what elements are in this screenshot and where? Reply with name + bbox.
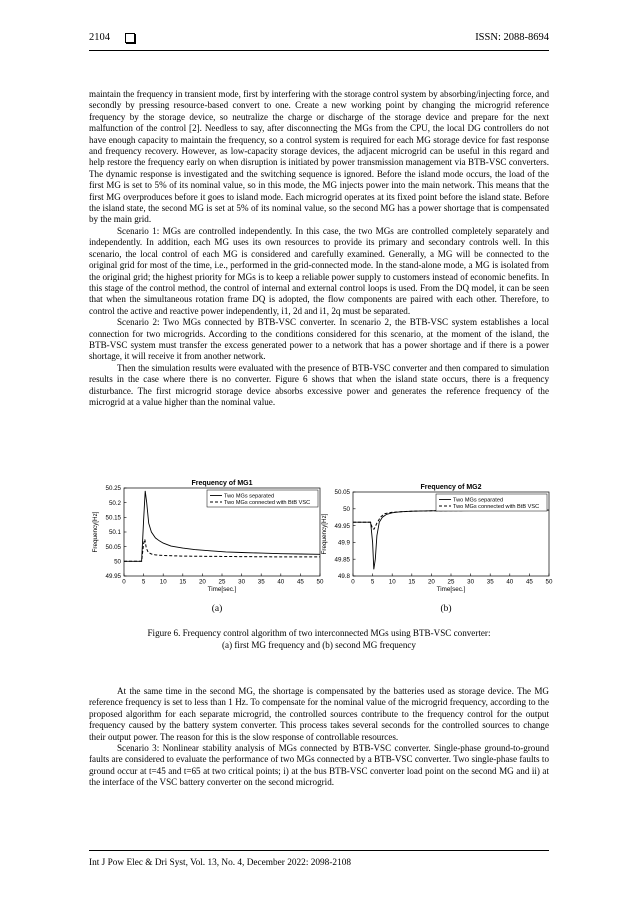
header-rule xyxy=(89,50,549,51)
mg1-y-axis-label: Frequency[Hz] xyxy=(92,511,99,553)
mg2-panel-label: (b) xyxy=(440,604,452,614)
mg1-x-tick-label: 5 xyxy=(141,578,146,586)
paragraph-scenario-1: Scenario 1: MGs are controlled independently. In this case, the two MGs are controlled completely separately and independently. In addition, each MG uses its own resources to provide its primary and secondary controls well. In this scenario, the local control of each MG is considered and carefully examined. Generally, a MG will be connected to the original grid for most of the time, i.e., performed in the grid-connected mode. In the stand-alone mode, a MG is isolated from the original grid; the highest priority for MGs is to keep a reliable power supply to customers instead of economic benefits. In this stage of the control method, the control of internal and external control loops is used. From the DQ model, it can be seen that when the simultaneous rotation frame DQ is adopted, the flow components are paired with each other. Therefore, to control the active and reactive power independently, i1, 2d and i1, 2q must be separated. xyxy=(89,225,549,316)
mg2-legend-label: Two MGs connected with BtB VSC xyxy=(453,504,540,510)
paragraph: maintain the frequency in transient mode, first by interfering with the storage control system by absorbing/injecting force, and secondly by pressing resource-based convert to one. Create a new working point by changing the microgrid reference frequency by the storage device, so neutralize the charge or discharge of the storage device and prepare for the next malfunction of the control [2]. Needless to say, after disconnecting the MGs from the CPU, the local DG controllers do not have enough capacity to maintain the frequency, so a control system is required for each MG storage device for fast response and frequency recovery. However, as low-capacity storage devices, the adjacent microgrid can be useful in this regard and help restore the frequency early on when disruption is initiated by power transmission management via BTB-VSC converters. The dynamic response is investigated and the switching sequence is ignored. Before the island mode occurs, the load of the first MG is set to 5% of its nominal value, so in this mode, the MG injects power into the main network. This means that the first MG overproduces before it goes to island mode. Each microgrid operates at its fixed point before the island state. Before the island state, the second MG is set at 5% of its nominal value, so the second MG has a power shortage that is compensated by the main grid. xyxy=(89,89,549,225)
paragraph: Then the simulation results were evaluated with the presence of BTB-VSC converter and then compared to simulation results in the case where there is no converter. Figure 6 shows that when the island state occurs, there is a frequency disturbance. The first microgrid storage device absorbs excessive power and generates the reference frequency of the microgrid at a value higher than the nominal value. xyxy=(89,362,549,407)
mg1-y-tick-label: 50.1 xyxy=(108,529,121,537)
mg1-x-tick-label: 25 xyxy=(218,578,226,586)
mg2-x-tick-label: 35 xyxy=(486,578,494,586)
mg2-y-tick-label: 49.95 xyxy=(334,522,350,530)
square-icon xyxy=(125,33,135,43)
caption-line-2: (a) first MG frequency and (b) second MG frequency xyxy=(222,639,416,650)
mg1-panel-label: (a) xyxy=(211,604,223,614)
mg2-y-tick-label: 49.9 xyxy=(337,539,350,547)
mg1-legend-label: Two MGs connected with BtB VSC xyxy=(224,500,311,506)
figure-6 xyxy=(89,468,553,618)
mg2-x-tick-label: 45 xyxy=(525,578,533,586)
mg1-x-tick-label: 10 xyxy=(159,578,167,586)
mg1-x-tick-label: 35 xyxy=(257,578,265,586)
mg1-x-tick-label: 15 xyxy=(179,578,187,586)
paragraph-scenario-3: Scenario 3: Nonlinear stability analysis of MGs connected by BTB-VSC converter. Single-phase ground-to-ground faults are considered to evaluate the performance of two MGs connected by a BTB-VSC converter. Two single-phase faults to ground occur at t=45 and t=65 at two critical points; i) at the bus BTB-VSC converter load point on the second MG and ii) at the interface of the VSC battery converter on the second microgrid. xyxy=(89,743,549,788)
mg2-y-tick-label: 49.8 xyxy=(337,573,350,581)
page-footer: Int J Pow Elec & Dri Syst, Vol. 13, No. 4, December 2022: 2098-2108 xyxy=(89,858,352,868)
mg2-y-tick-label: 50 xyxy=(343,506,350,513)
mg2-x-tick-label: 50 xyxy=(545,578,553,586)
figure-6-svg xyxy=(89,468,553,618)
mg1-legend-label: Two MGs separated xyxy=(224,493,275,500)
mg1-x-tick-label: 20 xyxy=(198,578,206,586)
mg1-y-tick-label: 50 xyxy=(114,558,121,566)
mg2-x-tick-label: 40 xyxy=(506,578,514,586)
mg1-y-tick-label: 50.2 xyxy=(108,499,121,507)
figure-caption xyxy=(89,628,549,651)
mg2-x-tick-label: 5 xyxy=(370,578,375,586)
mg2-x-tick-label: 20 xyxy=(427,578,435,586)
footer-rule xyxy=(89,850,549,851)
caption-line-1: Figure 6. Frequency control algorithm of two interconnected MGs using BTB-VSC converter: xyxy=(147,628,491,638)
issn: ISSN: 2088-8694 xyxy=(475,32,549,43)
mg2-legend-label: Two MGs separated xyxy=(453,497,504,504)
mg1-x-tick-label: 50 xyxy=(316,578,324,586)
mg1-chart-title: Frequency of MG1 xyxy=(191,480,253,487)
body-bottom xyxy=(89,686,549,789)
page-number: 2104 xyxy=(89,32,110,43)
body-top xyxy=(89,89,549,408)
mg2-x-tick-label: 30 xyxy=(467,578,475,586)
mg1-x-axis-label: Time[sec.] xyxy=(207,586,237,593)
mg2-x-axis-label: Time[sec.] xyxy=(436,586,466,593)
page-header xyxy=(89,32,549,48)
mg2-x-tick-label: 0 xyxy=(351,578,355,586)
mg2-x-tick-label: 10 xyxy=(388,578,396,586)
mg1-y-tick-label: 50.25 xyxy=(105,485,121,493)
mg1-y-tick-label: 50.15 xyxy=(105,514,121,522)
mg2-x-tick-label: 15 xyxy=(408,578,416,586)
paragraph: At the same time in the second MG, the shortage is compensated by the batteries used as storage device. The MG reference frequency is set to less than 1 Hz. To compensate for the nominal value of the microgrid frequency, according to the proposed algorithm for each separate microgrid, the controlled sources contribute to the frequency control for the output frequency caused by the battery system converter. This process takes several seconds for the controlled sources to change their output power. The reason for this is the slow response of controllable resources. xyxy=(89,686,549,742)
mg2-x-tick-label: 25 xyxy=(447,578,455,586)
mg1-x-tick-label: 40 xyxy=(277,578,285,586)
mg1-y-tick-label: 49.95 xyxy=(105,573,121,581)
mg2-y-tick-label: 50.05 xyxy=(334,489,350,497)
mg2-y-axis-label: Frequency[Hz] xyxy=(321,513,328,555)
mg1-x-tick-label: 30 xyxy=(238,578,246,586)
mg1-x-tick-label: 45 xyxy=(296,578,304,586)
paragraph-scenario-2: Scenario 2: Two MGs connected by BTB-VSC converter. In scenario 2, the BTB-VSC system establishes a local connection for two microgrids. According to the conditions considered for this scenario, at the moment of the island, the BTB-VSC system must transfer the excess generated power to a network that has a power shortage and if there is a power shortage, it will receive it from another network. xyxy=(89,317,549,362)
mg1-y-tick-label: 50.05 xyxy=(105,543,121,551)
mg1-x-tick-label: 0 xyxy=(122,578,126,586)
mg2-chart-title: Frequency of MG2 xyxy=(420,484,482,491)
mg2-y-tick-label: 49.85 xyxy=(334,556,350,564)
